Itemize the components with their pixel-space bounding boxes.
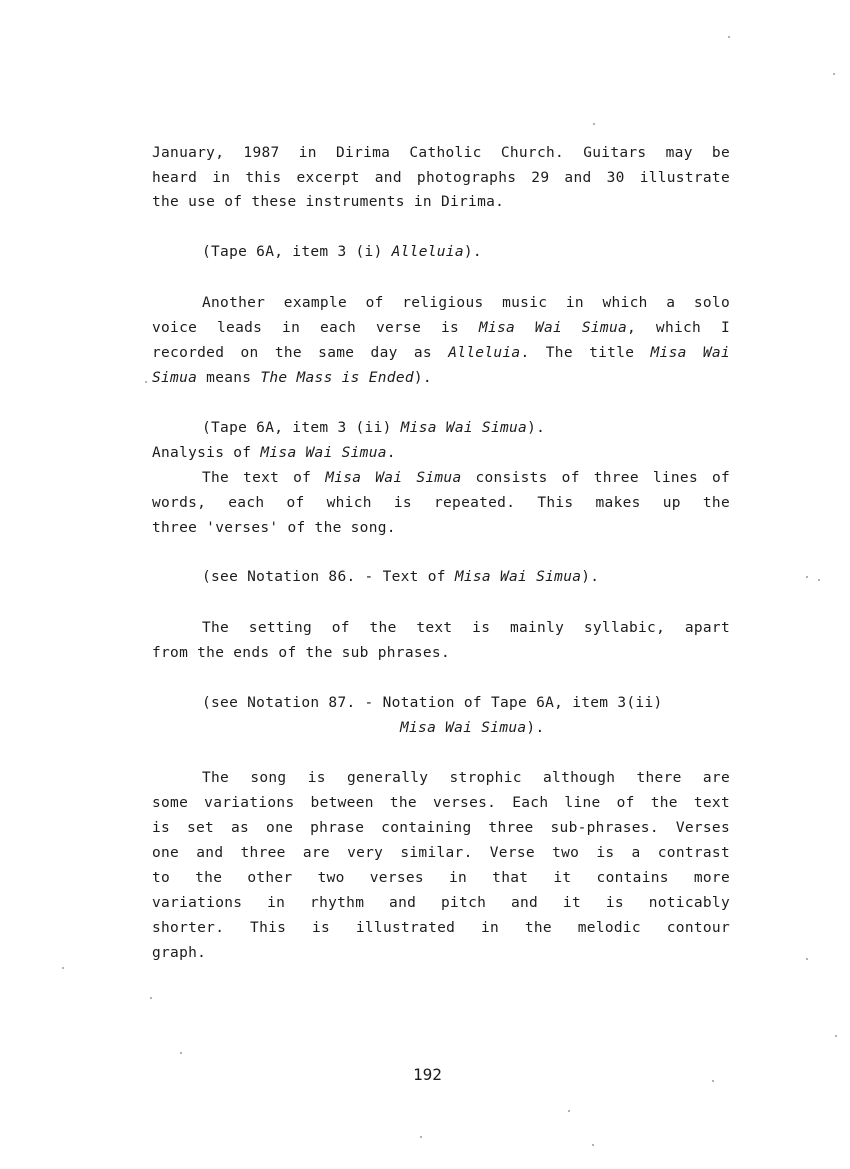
scan-speck — [592, 1144, 594, 1146]
paragraph-5-line-4: one and three are very similar. Verse two is a contrast — [152, 845, 730, 861]
song-title: Misa Wai Simua — [400, 720, 527, 736]
text-span: . The title — [520, 345, 651, 361]
scan-speck — [150, 997, 152, 999]
heading-text: . — [386, 445, 396, 461]
scan-speck — [818, 579, 820, 581]
paragraph-1-line-1: January, 1987 in Dirima Catholic Church. Guitars may be — [152, 145, 730, 161]
scan-speck — [62, 967, 64, 969]
analysis-heading — [152, 444, 396, 462]
text-span: The text of — [202, 470, 326, 486]
paragraph-5-line-2: some variations between the verses. Each line of the text — [152, 795, 730, 811]
tape-reference-close: ). — [527, 420, 546, 436]
text-span: recorded on the same day as — [152, 345, 449, 361]
paragraph-2-line-4 — [152, 369, 432, 387]
paragraph-4-line-2: from the ends of the sub phrases. — [152, 645, 450, 661]
paragraph-5-line-5: to the other two verses in that it contains more — [152, 870, 730, 886]
text-span: means — [197, 370, 261, 386]
text-span: voice leads in each verse is — [152, 320, 479, 336]
scan-speck — [833, 73, 835, 75]
paragraph-1-line-3: the use of these instruments in Dirima. — [152, 194, 505, 210]
paragraph-3-line-2: words, each of which is repeated. This makes up the — [152, 495, 730, 511]
scan-speck — [728, 36, 730, 38]
tape-reference-alleluia — [202, 243, 482, 261]
song-title: Misa Wai — [650, 345, 730, 361]
song-title: Misa Wai Simua — [478, 320, 628, 336]
scan-speck — [806, 958, 808, 960]
paragraph-2-line-2 — [152, 319, 730, 337]
notation-87-reference-title — [400, 719, 544, 737]
song-title: Misa Wai Simua — [325, 470, 462, 486]
paragraph-5-line-8: graph. — [152, 945, 207, 961]
notation-reference-text: (see Notation 86. - Text of — [202, 569, 455, 585]
song-title: Alleluia — [391, 244, 464, 260]
text-span: , which I — [627, 320, 730, 336]
page-number: 192 — [413, 1065, 442, 1084]
notation-reference-close: ). — [581, 569, 600, 585]
paragraph-2-line-1: Another example of religious music in which a solo — [202, 295, 730, 311]
notation-87-reference: (see Notation 87. - Notation of Tape 6A, item 3(ii) — [202, 695, 663, 711]
song-title: Misa Wai Simua — [260, 445, 387, 461]
scan-speck — [180, 1052, 182, 1054]
scan-speck — [568, 1110, 570, 1112]
scan-speck — [712, 1080, 714, 1082]
paragraph-1-line-2: heard in this excerpt and photographs 29 and 30 illustrate — [152, 170, 730, 186]
text-span: ). — [413, 370, 432, 386]
tape-reference-text: (Tape 6A, item 3 (i) — [202, 244, 392, 260]
song-title: Misa Wai Simua — [400, 420, 528, 436]
song-title: Simua — [152, 370, 198, 386]
paragraph-4-line-1: The setting of the text is mainly syllabic, apart — [202, 620, 730, 636]
paragraph-3-line-3: three 'verses' of the song. — [152, 520, 396, 536]
paragraph-5-line-3: is set as one phrase containing three sub-phrases. Verses — [152, 820, 730, 836]
song-title: Alleluia — [448, 345, 521, 361]
notation-reference-close: ). — [526, 720, 545, 736]
scan-speck — [835, 1035, 837, 1037]
title-translation: The Mass is Ended — [260, 370, 414, 386]
tape-reference-close: ). — [463, 244, 482, 260]
heading-text: Analysis of — [152, 445, 261, 461]
tape-reference-misa-wai-simua — [202, 419, 545, 437]
paragraph-5-line-1: The song is generally strophic although there are — [202, 770, 730, 786]
paragraph-5-line-7: shorter. This is illustrated in the melodic contour — [152, 920, 730, 936]
scan-speck — [420, 1136, 422, 1138]
tape-reference-text: (Tape 6A, item 3 (ii) — [202, 420, 401, 436]
scan-speck — [806, 576, 808, 578]
paragraph-3-line-1 — [202, 469, 730, 487]
paragraph-5-line-6: variations in rhythm and pitch and it is noticably — [152, 895, 730, 911]
scan-speck — [145, 381, 147, 383]
scan-speck — [593, 123, 595, 125]
paragraph-2-line-3 — [152, 344, 730, 362]
text-span: consists of three lines of — [461, 470, 731, 486]
song-title: Misa Wai Simua — [454, 569, 582, 585]
notation-86-reference — [202, 568, 599, 586]
